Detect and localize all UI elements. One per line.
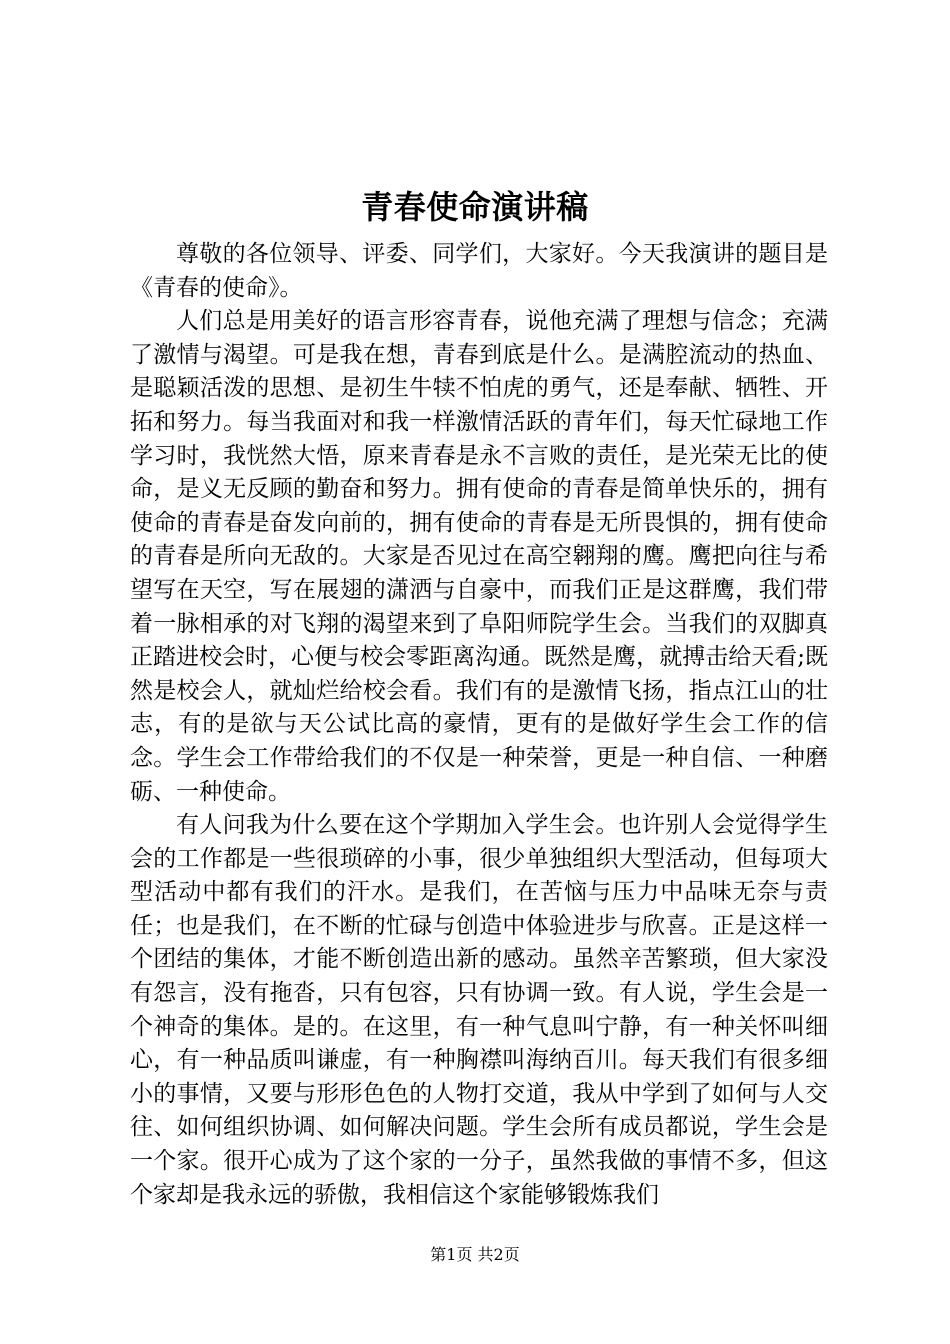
paragraph-3: 有人问我为什么要在这个学期加入学生会。也许别人会觉得学生会的工作都是一些很琐碎的小事，很少单独组织大型活动，但每项大型活动中都有我们的汗水。是我们，在苦恼与压力中品味无奈与责任；也是我们，在不断的忙碌与创造中体验进步与欣喜。正是这样一个团结的集体，才能不断创造出新的感动。虽然辛苦繁琐，但大家没有怨言，没有拖沓，只有包容，只有协调一致。有人说，学生会是一个神奇的集体。是的。在这里，有一种气息叫宁静，有一种关怀叫细心，有一种品质叫谦虚，有一种胸襟叫海纳百川。每天我们有很多细小的事情，又要与形形色色的人物打交道，我从中学到了如何与人交往、如何组织协调、如何解决问题。学生会所有成员都说，学生会是一个家。很开心成为了这个家的一分子，虽然我做的事情不多，但这个家却是我永远的骄傲，我相信这个家能够锻炼我们	[130, 812, 828, 1208]
document-title: 青春使命演讲稿	[361, 188, 589, 226]
paragraph-1: 尊敬的各位领导、评委、同学们，大家好。今天我演讲的题目是《青春的使命》。	[130, 241, 828, 301]
paragraph-2: 人们总是用美好的语言形容青春，说他充满了理想与信念；充满了激情与渴望。可是我在想，青春到底是什么。是满腔流动的热血、是聪颖活泼的思想、是初生牛犊不怕虎的勇气，还是奉献、牺牲、开拓和努力。每当我面对和我一样激情活跃的青年们，每天忙碌地工作学习时，我恍然大悟，原来青春是永不言败的责任，是光荣无比的使命，是义无反顾的勤奋和努力。拥有使命的青春是简单快乐的，拥有使命的青春是奋发向前的，拥有使命的青春是无所畏惧的，拥有使命的青春是所向无敌的。大家是否见过在高空翱翔的鹰。鹰把向往与希望写在天空，写在展翅的潇洒与自豪中，而我们正是这群鹰，我们带着一脉相承的对飞翔的渴望来到了阜阳师院学生会。当我们的双脚真正踏进校会时，心便与校会零距离沟通。既然是鹰，就搏击给天看;既然是校会人，就灿烂给校会看。我们有的是激情飞扬，指点江山的壮志，有的是欲与天公试比高的豪情，更有的是做好学生会工作的信念。学生会工作带给我们的不仅是一种荣誉，更是一种自信、一种磨砺、一种使命。	[130, 308, 828, 805]
page-number-footer: 第1页 共2页	[430, 1245, 520, 1264]
document-body	[130, 238, 828, 1212]
